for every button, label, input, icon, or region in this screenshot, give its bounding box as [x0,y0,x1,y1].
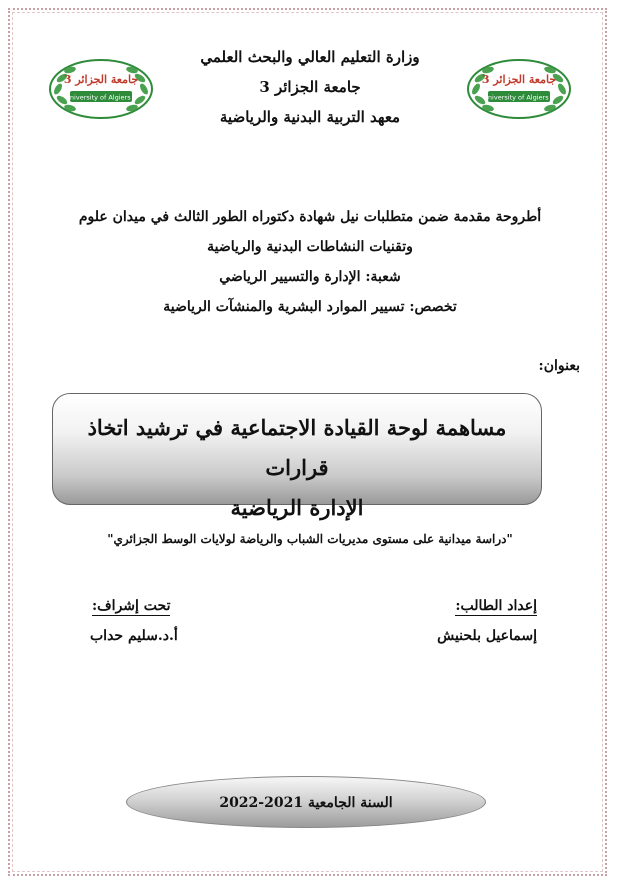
svg-text:University of Algiers 3: University of Algiers 3 [65,93,137,102]
svg-text:جامعة الجزائر 3: جامعة الجزائر 3 [63,73,139,86]
academic-year-badge [126,776,486,828]
thesis-title-line2: الإدارة الرياضية [230,495,364,520]
svg-text:University of Algiers 3: University of Algiers 3 [483,93,555,102]
branch-line: شعبة: الإدارة والتسيير الرياضي [219,269,401,285]
university-logo-left [48,58,154,120]
student-name: إسماعيل بلحنيش [437,628,537,644]
university-name: جامعة الجزائر 3 [259,78,361,96]
thesis-purpose-line2: وتقنيات النشاطات البدنية والرياضية [207,239,413,255]
thesis-subtitle: "دراسة ميدانية على مستوى مديريات الشباب والرياضة لولايات الوسط الجزائري" [107,532,513,546]
thesis-title-box [52,393,542,520]
svg-text:جامعة الجزائر 3: جامعة الجزائر 3 [481,73,557,86]
titled-label: بعنوان: [538,358,580,374]
university-logo-right [466,58,572,120]
thesis-description [40,202,580,322]
supervisor-name: أ.د.سليم حداب [90,628,178,644]
academic-year-text: السنة الجامعية 2021-2022 [219,795,393,811]
student-label: إعداد الطالب: [455,598,537,614]
thesis-purpose-line1: أطروحة مقدمة ضمن متطلبات نيل شهادة دكتوراه الطور الثالث في ميدان علوم [78,209,542,225]
ministry-name: وزارة التعليم العالي والبحث العلمي [200,48,420,66]
institute-name: معهد التربية البدنية والرياضية [219,108,401,126]
institution-header [170,42,450,132]
thesis-title-line1: مساهمة لوحة القيادة الاجتماعية في ترشيد اتخاذ قرارات [87,415,507,480]
supervisor-label: تحت إشراف: [92,598,171,614]
specialty-line: تخصص: تسيير الموارد البشرية والمنشآت الرياضية [163,299,457,315]
